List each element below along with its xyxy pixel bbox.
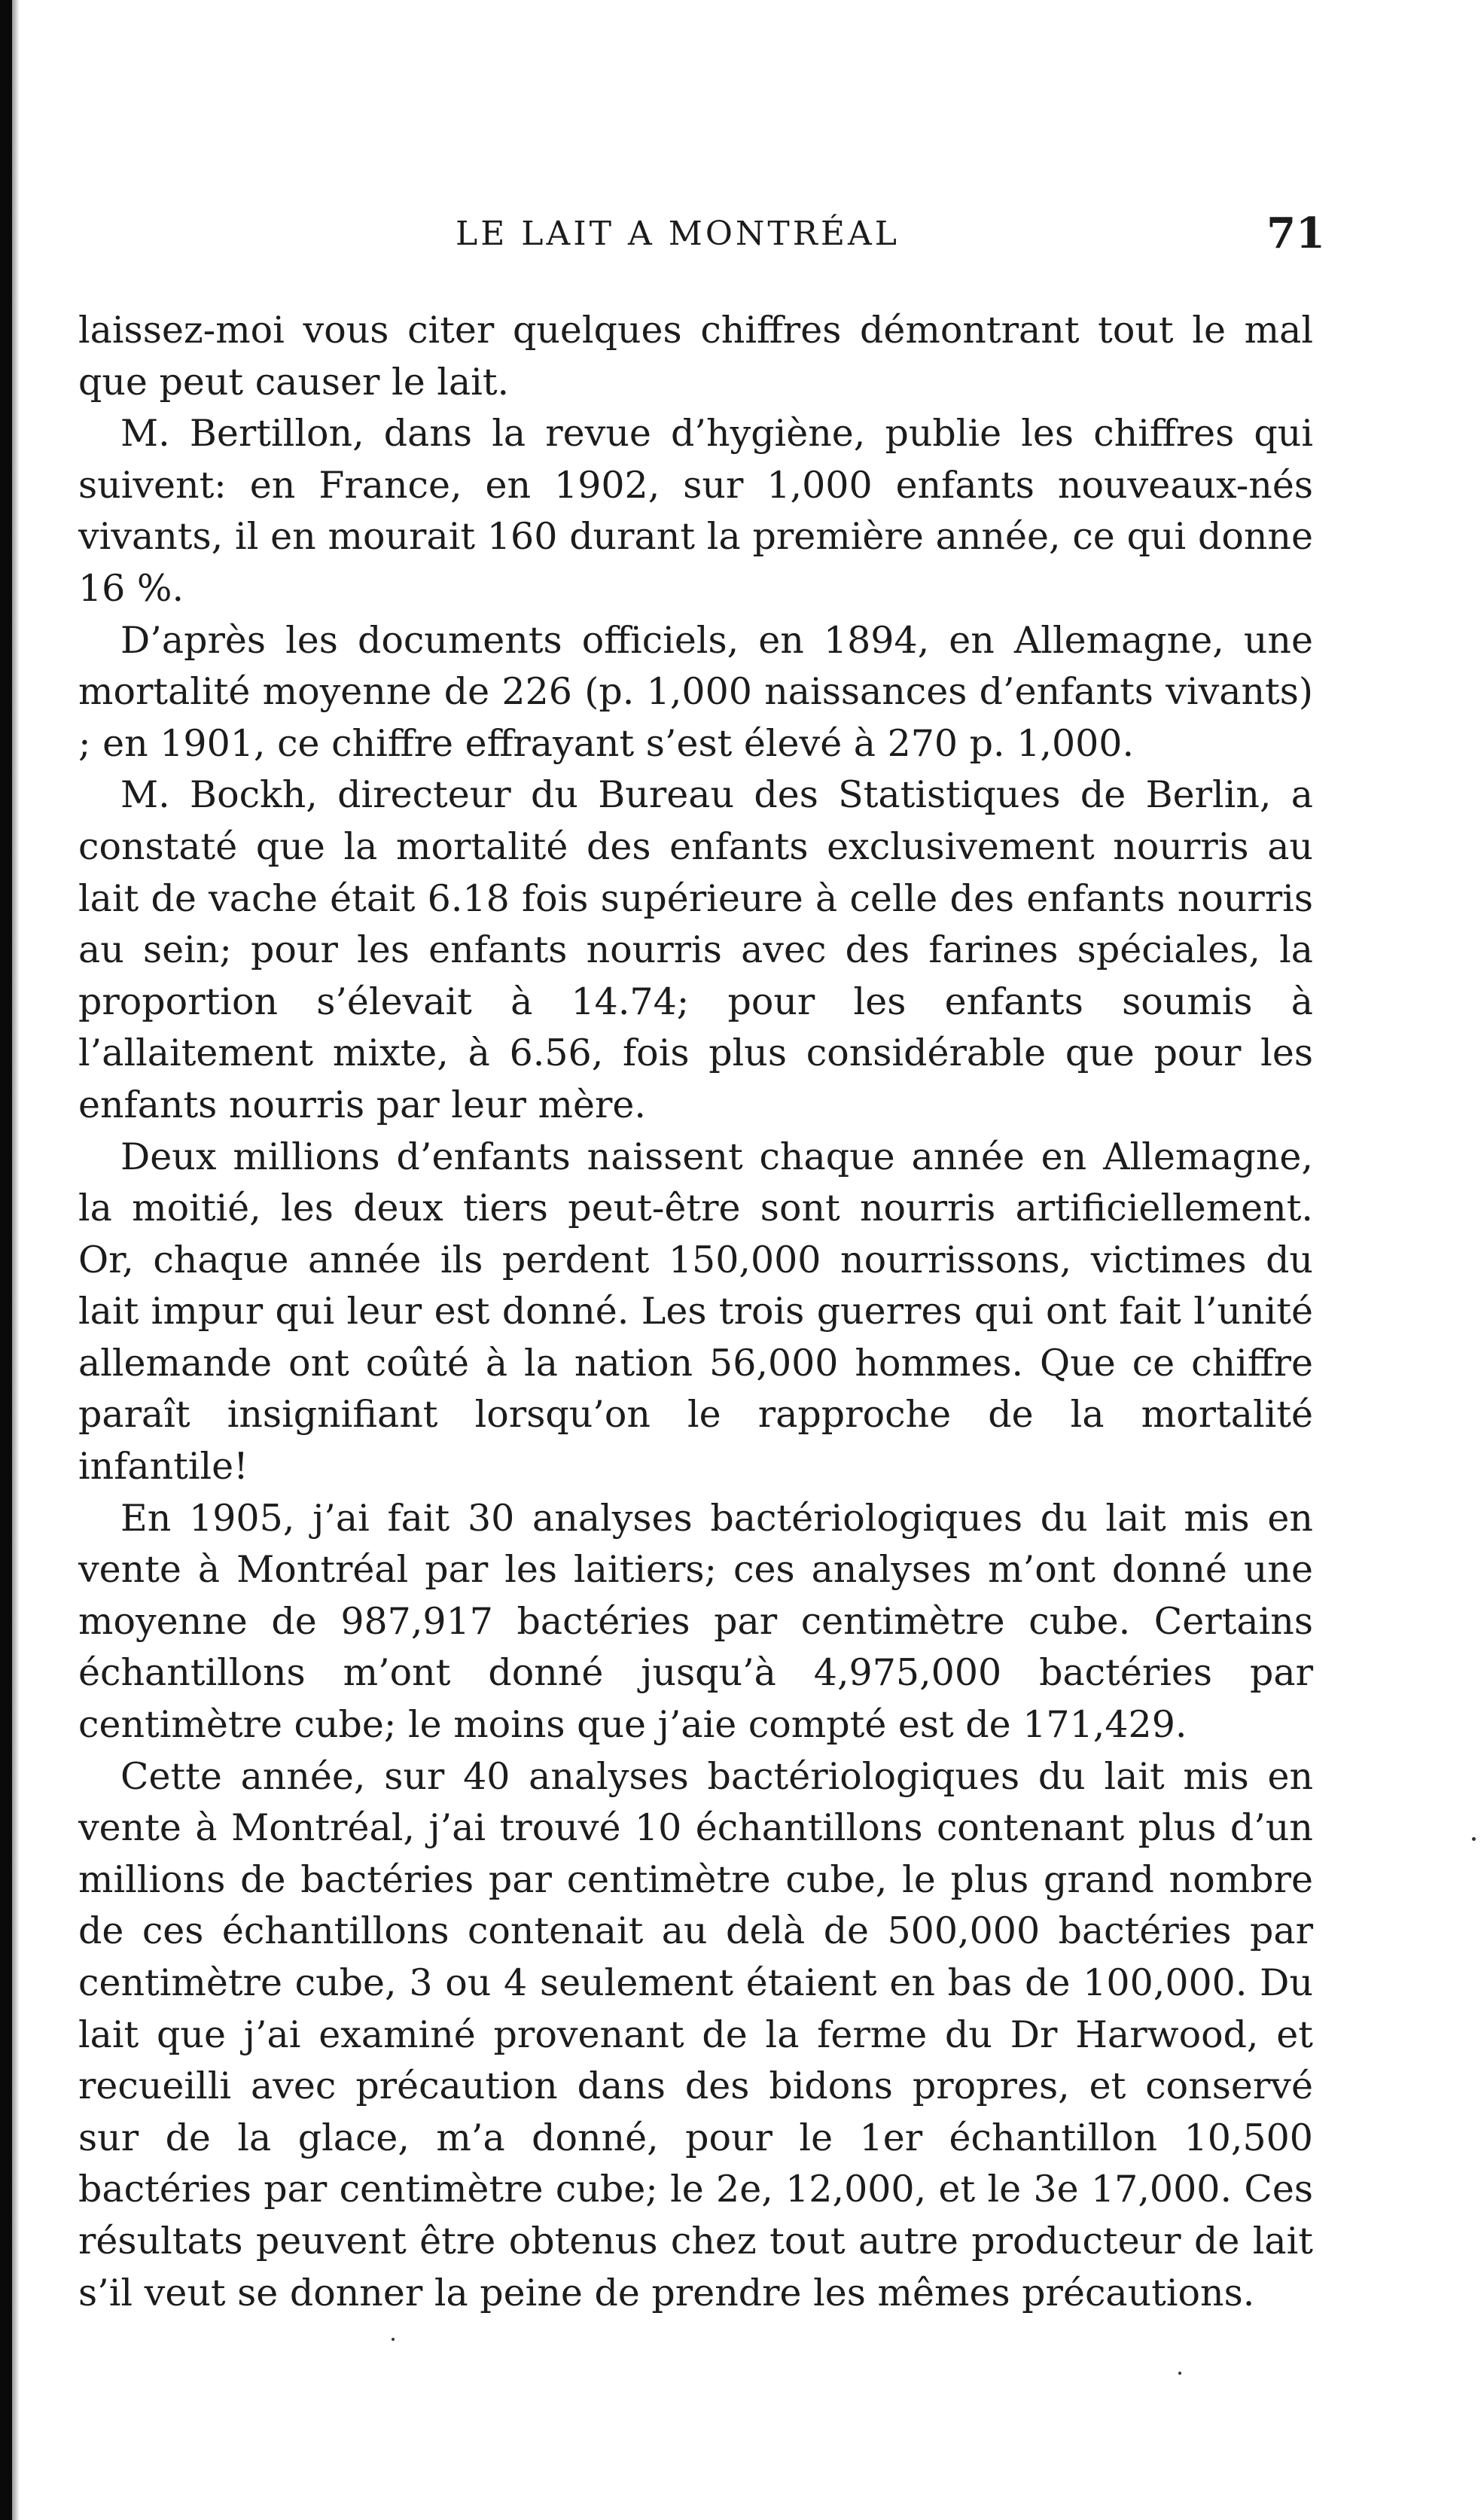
scan-speck — [1178, 2372, 1181, 2375]
page-number: 71 — [1266, 209, 1325, 258]
paragraph-analyses-1905: En 1905, j’ai fait 30 analyses bactériologiques du lait mis en vente à Montréal par les laitiers; ces analyses m’ont donné une moyenne de 987,917 bactéries par centimètre cube. Certains échantillons m’ont donné jusqu’à 4,975,000 bactéries par centimètre cube; le moins que j’aie compté est de 171,429. — [78, 1496, 1313, 1747]
paragraph-allemagne-stats: D’après les documents officiels, en 1894, en Allemagne, une mortalité moyenne de 226 (p. 1,000 naissances d’enfants vivants) ; en 1901, ce chiffre effrayant s’est élevé à 270 p. 1,000. — [78, 618, 1313, 765]
paragraph-deux-millions: Deux millions d’enfants naissent chaque année en Allemagne, la moitié, les deux tiers peut-être sont nourris artificiellement. Or, chaque année ils perdent 150,000 nourrissons, victimes du lait impur qui leur est donné. Les trois guerres qui ont fait l’unité allemande ont coûté à la nation 56,000 hommes. Que ce chiffre paraît insignifiant lorsqu’on le rapproche de la mortalité infantile! — [78, 1135, 1313, 1489]
running-head — [0, 209, 1484, 267]
paragraph-cette-annee: Cette année, sur 40 analyses bactériologiques du lait mis en vente à Montréal, j’ai trouvé 10 échantillons contenant plus d’un millions de bactéries par centimètre cube, le plus grand nombre de ces échantillons contenait au delà de 500,000 bactéries par centimètre cube, 3 ou 4 seulement étaient en bas de 100,000. Du lait que j’ai examiné provenant de la ferme du Dr Harwood, et recueilli avec précaution dans des bidons propres, et conservé sur de la glace, m’a donné, pour le 1er échantillon 10,500 bactéries par centimètre cube; le 2e, 12,000, et le 3e 17,000. Ces résultats peuvent être obtenus chez tout autre producteur de lait s’il veut se donner la peine de prendre les mêmes précautions. — [78, 1754, 1313, 2314]
scan-speck — [1472, 1837, 1476, 1841]
running-title: LE LAIT A MONTRÉAL — [455, 215, 900, 253]
paragraph-bockh: M. Bockh, directeur du Bureau des Statistiques de Berlin, a constaté que la mortalité des enfants exclusivement nourris au lait de vache était 6.18 fois supérieure à celle des enfants nourris au sein; pour les enfants nourris avec des farines spéciales, la proportion s’élevait à 14.74; pour les enfants soumis à l’allaitement mixte, à 6.56, fois plus considérable que pour les enfants nourris par leur mère. — [78, 773, 1313, 1126]
scan-binding-edge — [0, 0, 12, 2520]
paragraph-bertillon: M. Bertillon, dans la revue d’hygiène, publie les chiffres qui suivent: en France, en 1902, sur 1,000 enfants nouveaux-nés vivants, il en mourait 160 durant la première année, ce qui donne 16 %. — [78, 412, 1313, 610]
body-text — [78, 305, 1313, 2319]
scan-speck — [392, 2338, 395, 2341]
paragraph-continued: laissez-moi vous citer quelques chiffres démontrant tout le mal que peut causer le lait. — [78, 309, 1313, 404]
scan-edge-shadow — [12, 0, 20, 2520]
